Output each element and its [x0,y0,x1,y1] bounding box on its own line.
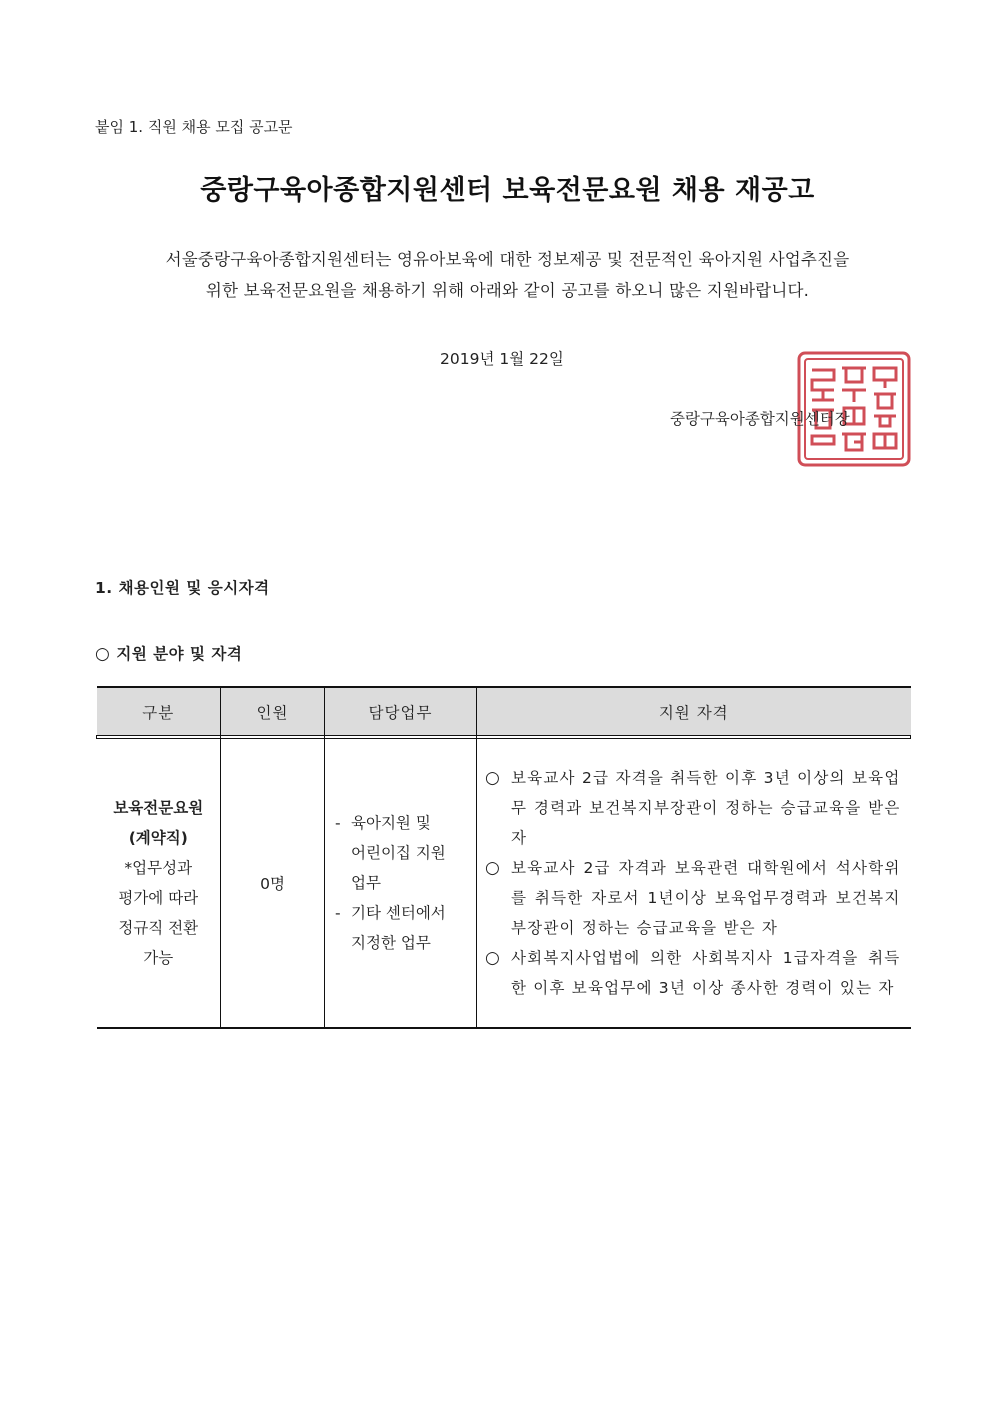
table-header-row [97,687,911,736]
intro-paragraph [100,244,915,306]
count-cell: 0명 [221,739,325,1029]
circle-bullet-icon: ○ [485,948,500,968]
circle-bullet-icon: ○ [95,644,111,664]
table-row [97,739,911,1029]
division-cell [97,739,221,1029]
qualification-item [485,943,901,1003]
qualification-item [485,853,901,943]
circle-bullet-icon: ○ [485,768,500,788]
header-duties: 담당업무 [325,687,477,736]
qualification-item [485,763,901,853]
header-division: 구분 [97,687,221,736]
duty-item [335,808,475,898]
division-note-line: 가능 [143,949,174,967]
subsection-title: 지원 분야 및 자격 [116,645,243,663]
subsection-heading [95,642,242,664]
attachment-label: 붙임 1. 직원 채용 모집 공고문 [95,118,293,136]
duty-line: 지정한 업무 [351,934,431,952]
division-type: (계약직) [128,829,188,847]
header-count: 인원 [221,687,325,736]
announcement-date: 2019년 1월 22일 [440,350,564,368]
division-note-line: 정규직 전환 [118,919,199,937]
duties-cell [325,739,477,1029]
qualification-text: 보육교사 2급 자격과 보육관련 대학원에서 석사학위를 취득한 자로서 1년이상 보육업무경력과 보건복지부장관이 정하는 승급교육을 받은 자 [511,859,901,937]
division-note-line: 평가에 따라 [118,889,199,907]
qualification-table [96,686,911,1029]
duty-line: 육아지원 및 [351,814,431,832]
dash-bullet: - [335,814,341,832]
header-qualifications: 지원 자격 [477,687,911,736]
qualification-text: 사회복지사업법에 의한 사회복지사 1급자격을 취득한 이후 보육업무에 3년 이상 종사한 경력이 있는 자 [511,949,901,997]
division-name: 보육전문요원 [113,799,204,817]
section-heading: 1. 채용인원 및 응시자격 [95,579,270,597]
duty-line: 기타 센터에서 [351,904,446,922]
duty-line: 어린이집 지원 [351,844,446,862]
intro-line-2: 위한 보육전문요원을 채용하기 위해 아래와 같이 공고를 하오니 많은 지원바랍니다. [205,281,810,300]
page-title: 중랑구육아종합지원센터 보육전문요원 채용 재공고 [200,175,815,206]
qualification-text: 보육교사 2급 자격을 취득한 이후 3년 이상의 보육업무 경력과 보건복지부장관이 정하는 승급교육을 받은 자 [511,769,901,847]
qualifications-cell [477,739,911,1029]
dash-bullet: - [335,904,341,922]
circle-bullet-icon: ○ [485,858,500,878]
duty-line: 업무 [351,874,381,892]
intro-line-1: 서울중랑구육아종합지원센터는 영유아보육에 대한 정보제공 및 전문적인 육아지원 사업추진을 [165,250,850,269]
duty-item [335,898,475,958]
division-note-line: *업무성과 [124,859,193,877]
signatory: 중랑구육아종합지원센터장 [670,410,850,428]
